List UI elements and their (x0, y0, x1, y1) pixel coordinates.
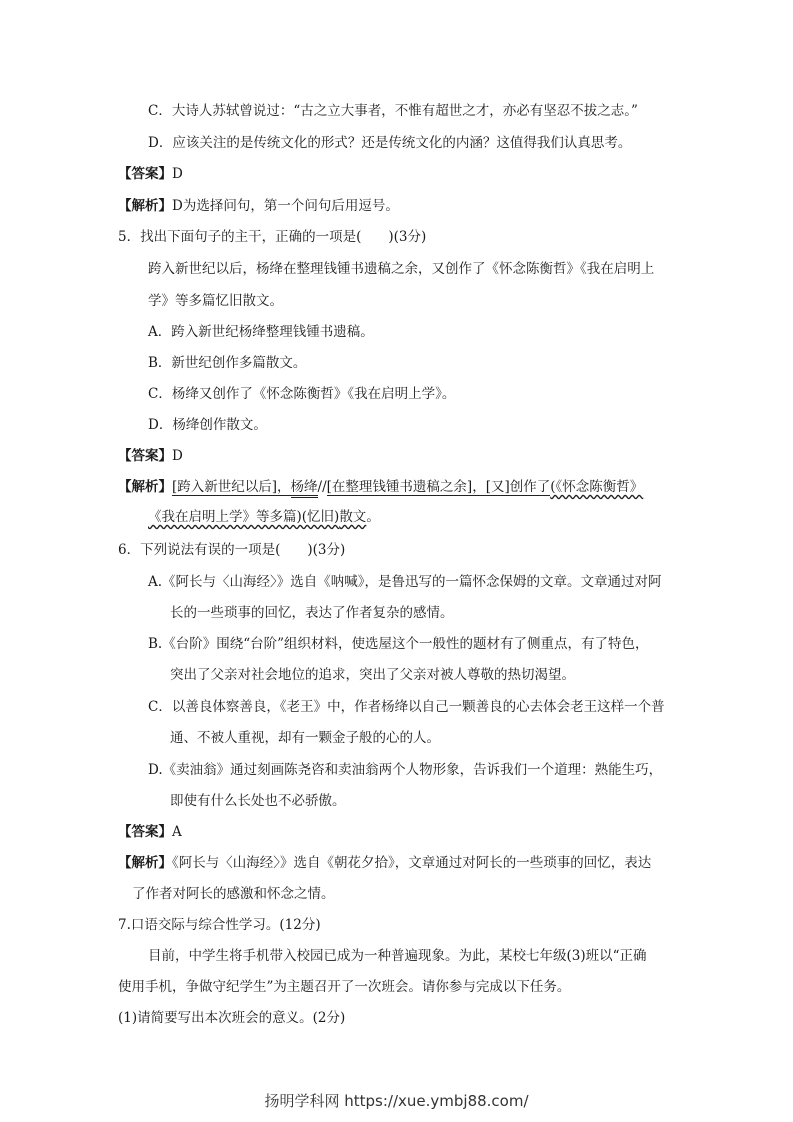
period-segment: 。 (366, 509, 380, 525)
q5-option-c: C．杨绛又创作了《怀念陈衡哲》《我在启明上学》。 (148, 386, 456, 402)
answer-label: 【答案】 (118, 166, 172, 182)
divider-segment: // (317, 479, 327, 495)
q5-stem: 5．找出下面句子的主干，正确的一项是( )(3分) (118, 229, 427, 245)
adverbial-segment: [在整理钱锺书遗稿之余]，[又] (326, 479, 510, 495)
answer-value: D (172, 448, 183, 464)
q5-analysis-line1 (118, 477, 643, 497)
analysis-text: D为选择问句，第一个问句后用逗号。 (172, 198, 399, 214)
q6-option-c-line2: 通、不被人重视，却有一颗金子般的心的人。 (170, 730, 440, 746)
attribute-segment: 《我在启明上学》等多篇)(忆旧) (148, 509, 340, 525)
q5-answer (118, 446, 183, 466)
q5-option-a: A．跨入新世纪杨绛整理钱锺书遗稿。 (148, 324, 374, 340)
q6-option-c-line1: C．以善良体察善良，《老王》中，作者杨绛以自己一颗善良的心去体会老王这样一个普 (148, 699, 665, 715)
q6-option-a-line1: A.《阿长与〈山海经〉》选自《呐喊》，是鲁迅写的一篇怀念保姆的文章。文章通过对阿 (148, 574, 662, 590)
q6-analysis-line1 (118, 853, 651, 873)
q7-intro-line1: 目前，中学生将手机带入校园已成为一种普遍现象。为此，某校七年级(3)班以“正确 (148, 948, 647, 964)
answer-label: 【答案】 (118, 824, 172, 840)
analysis-label: 【解析】 (118, 479, 172, 495)
q6-option-d-line1: D.《卖油翁》通过刻画陈尧咨和卖油翁两个人物形象，告诉我们一个道理：熟能生巧， (148, 762, 663, 778)
analysis-label: 【解析】 (118, 855, 172, 871)
q6-analysis-line2: 了作者对阿长的感激和怀念之情。 (132, 886, 335, 902)
q7-stem: 7.口语交际与综合性学习。(12分) (118, 917, 321, 933)
q4-option-d: D．应该关注的是传统文化的形式？还是传统文化的内涵？这值得我们认真思考。 (148, 135, 632, 151)
attribute-segment: (《怀念陈衡哲》 (550, 479, 644, 495)
q6-option-a-line2: 长的一些琐事的回忆，表达了作者复杂的感情。 (170, 605, 454, 621)
q6-stem: 6．下列说法有误的一项是( )(3分) (118, 542, 346, 558)
q5-passage-line2: 学》等多篇忆旧散文。 (148, 293, 283, 309)
answer-value: A (172, 824, 182, 840)
object-segment: 散文 (339, 509, 367, 525)
analysis-text: 《阿长与〈山海经〉》选自《朝花夕拾》，文章通过对阿长的一些琐事的回忆，表达 (172, 855, 652, 871)
q4-analysis (118, 196, 399, 216)
q6-option-d-line2: 即使有什么长处也不必骄傲。 (170, 793, 346, 809)
q5-passage-line1: 跨入新世纪以后，杨绛在整理钱锺书遗稿之余，又创作了《怀念陈衡哲》《我在启明上 (148, 261, 655, 277)
answer-value: D (172, 166, 183, 182)
q4-option-c: C．大诗人苏轼曾说过：“古之立大事者，不惟有超世之才，亦必有坚忍不拔之志。” (148, 103, 638, 119)
subject-segment: 杨绛 (291, 479, 318, 498)
q7-intro-line2: 使用手机，争做守纪学生”为主题召开了一次班会。请你参与完成以下任务。 (118, 979, 571, 995)
adverbial-segment: [跨入新世纪以后]， (172, 479, 291, 495)
q6-option-b-line1: B.《台阶》围绕“台阶”组织材料，使选屋这个一般性的题材有了侧重点，有了特色， (148, 636, 649, 652)
q5-option-b: B．新世纪创作多篇散文。 (148, 355, 307, 371)
predicate-segment: 创作了 (509, 479, 551, 495)
q7-sub1: (1)请简要写出本次班会的意义。(2分) (118, 1010, 346, 1026)
q5-option-d: D．杨绛创作散文。 (148, 417, 267, 433)
answer-label: 【答案】 (118, 448, 172, 464)
analysis-label: 【解析】 (118, 198, 172, 214)
q6-answer (118, 822, 182, 842)
page-footer: 扬明学科网 https://xue.ymbj88.com/ (264, 1092, 529, 1110)
q5-analysis-line2 (148, 507, 380, 527)
q4-answer (118, 164, 183, 184)
q6-option-b-line2: 突出了父亲对社会地位的追求，突出了父亲对被人尊敬的热切渴望。 (170, 667, 575, 683)
